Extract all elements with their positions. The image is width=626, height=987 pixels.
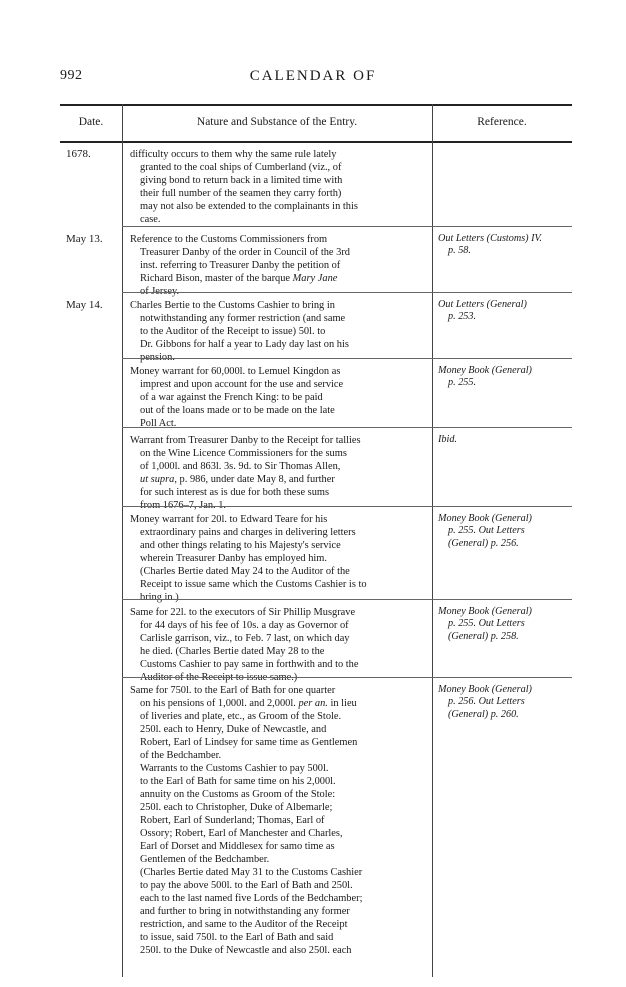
entry-line: their full number of the seamen they carry forth): [140, 188, 342, 199]
entry-line: Robert, Earl of Sunderland; Thomas, Earl of: [140, 815, 325, 826]
entry-line: Dr. Gibbons for half a year to Lady day last on his: [140, 339, 349, 350]
column-divider: [122, 104, 123, 977]
entry-text: [130, 299, 425, 364]
reference-line: Money Book (General): [438, 365, 532, 376]
reference-line: (General) p. 260.: [448, 708, 519, 720]
entry-line: Same for 750l. to the Earl of Bath for one quarter: [130, 685, 336, 696]
entry-text: [130, 233, 425, 298]
entry-line: Earl of Dorset and Middlesex for samo time as: [140, 841, 335, 852]
entry-line: Money warrant for 60,000l. to Lemuel Kingdon as: [130, 366, 341, 377]
reference-line: p. 255. Out Letters: [448, 525, 525, 537]
entry-line: Auditor of the Receipt to issue same.): [140, 672, 298, 683]
table-top-rule: [60, 104, 572, 106]
reference-line: Out Letters (General): [438, 299, 527, 310]
entry-line: case.: [140, 214, 161, 225]
entry-line: Ossory; Robert, Earl of Manchester and Charles,: [140, 828, 343, 839]
entry-line: notwithstanding any former restriction (and same: [140, 313, 346, 324]
entry-line: Customs Cashier to pay same in forthwith and to the: [140, 659, 359, 670]
page-header: [0, 68, 626, 92]
entry-line: ut supra, p. 986, under date May 8, and further: [140, 474, 335, 485]
entry-date: May 14.: [66, 299, 103, 311]
reference-line: p. 253.: [448, 311, 477, 323]
entry-line: difficulty occurs to them why the same rule lately: [130, 149, 337, 160]
reference-line: (General) p. 256.: [448, 537, 519, 549]
entry-line: restriction, and same to the Auditor of the Receipt: [140, 919, 348, 930]
page-title: CALENDAR OF: [249, 68, 377, 84]
entry-text: [130, 684, 425, 957]
column-divider: [432, 104, 433, 977]
entry-line: bring in.): [140, 592, 179, 603]
entry-line: Warrants to the Customs Cashier to pay 500l.: [140, 763, 329, 774]
entry-date: May 13.: [66, 233, 103, 245]
entry-line: of Jersey.: [140, 286, 180, 297]
page-number: 992: [60, 68, 83, 83]
entry-line: to pay the above 500l. to the Earl of Bath and 250l.: [140, 880, 353, 891]
column-header-reference: Reference.: [477, 116, 527, 128]
reference-line: p. 255.: [448, 377, 477, 389]
entry-line: Treasurer Danby of the order in Council of the 3rd: [140, 247, 350, 258]
row-separator: [122, 427, 572, 428]
entry-line: Receipt to issue same which the Customs Cashier is to: [140, 579, 367, 590]
entry-line: he died. (Charles Bertie dated May 28 to the: [140, 646, 325, 657]
entry-line: Gentlemen of the Bedchamber.: [140, 854, 270, 865]
entry-reference: [438, 606, 570, 643]
entry-line: Reference to the Customs Commissioners from: [130, 234, 328, 245]
entry-line: annuity on the Customs as Groom of the Stole:: [140, 789, 336, 800]
entry-line: granted to the coal ships of Cumberland (viz., of: [140, 162, 342, 173]
entry-line: Same for 22l. to the executors of Sir Phillip Musgrave: [130, 607, 356, 618]
entry-line: giving bond to return back in a limited time with: [140, 175, 343, 186]
entry-line: Robert, Earl of Lindsey for same time as Gentlemen: [140, 737, 358, 748]
calendar-table: [60, 104, 572, 977]
entry-reference: [438, 233, 570, 258]
entry-line: Carlisle garrison, viz., to Feb. 7 last, on which day: [140, 633, 350, 644]
entry-line: to the Auditor of the Receipt to issue) 50l. to: [140, 326, 326, 337]
entry-line: to the Earl of Bath for same time on his 2,000l.: [140, 776, 336, 787]
entry-line: Richard Bison, master of the barque Mary Jane: [140, 273, 338, 284]
entry-line: (Charles Bertie dated May 24 to the Auditor of the: [140, 566, 350, 577]
entry-line: for 44 days of his fee of 10s. a day as Governor of: [140, 620, 349, 631]
entry-date: 1678.: [66, 148, 91, 160]
reference-line: p. 58.: [448, 245, 471, 257]
entry-reference: [438, 365, 570, 390]
reference-line: p. 255. Out Letters: [448, 618, 525, 630]
entry-reference: [438, 434, 570, 446]
entry-line: extraordinary pains and charges in delivering letters: [140, 527, 356, 538]
reference-line: Money Book (General): [438, 606, 532, 617]
entry-line: on his pensions of 1,000l. and 2,000l. per an. in lieu: [140, 698, 357, 709]
entry-line: Money warrant for 20l. to Edward Teare for his: [130, 514, 328, 525]
column-header-date: Date.: [78, 116, 104, 128]
reference-line: Money Book (General): [438, 513, 532, 524]
row-separator: [122, 677, 572, 678]
entry-line: of liveries and plate, etc., as Groom of the Stole.: [140, 711, 342, 722]
entry-line: pension.: [140, 352, 175, 363]
entry-line: (Charles Bertie dated May 31 to the Customs Cashier: [140, 867, 363, 878]
entry-text: [130, 365, 425, 430]
entry-line: on the Wine Licence Commissioners for the sums: [140, 448, 347, 459]
entry-line: for such interest as is due for both these sums: [140, 487, 330, 498]
reference-line: Ibid.: [438, 434, 457, 445]
entry-text: [130, 606, 425, 684]
entry-reference: [438, 684, 570, 721]
entry-line: wherein Treasurer Danby has employed him.: [140, 553, 327, 564]
entry-reference: [438, 513, 570, 550]
reference-line: Out Letters (Customs) IV.: [438, 233, 542, 244]
row-separator: [122, 358, 572, 359]
reference-line: (General) p. 258.: [448, 630, 519, 642]
entry-line: 250l. each to Henry, Duke of Newcastle, and: [140, 724, 327, 735]
entry-line: and other things relating to his Majesty's service: [140, 540, 341, 551]
entry-line: may not also be extended to the complainants in this: [140, 201, 358, 212]
header-bottom-rule: [60, 141, 572, 143]
entry-line: Warrant from Treasurer Danby to the Receipt for tallies: [130, 435, 361, 446]
row-separator: [122, 506, 572, 507]
row-separator: [122, 599, 572, 600]
entry-line: of the Bedchamber.: [140, 750, 222, 761]
entry-text: [130, 148, 425, 226]
entry-text: [130, 513, 425, 604]
entry-line: imprest and upon account for the use and service: [140, 379, 344, 390]
entry-line: and further to bring in notwithstanding any former: [140, 906, 350, 917]
entry-line: of 1,000l. and 863l. 3s. 9d. to Sir Thomas Allen,: [140, 461, 341, 472]
entry-text: [130, 434, 425, 512]
entry-line: 250l. each to Christopher, Duke of Albemarle;: [140, 802, 333, 813]
row-separator: [122, 292, 572, 293]
entry-line: of a war against the French King: to be paid: [140, 392, 323, 403]
entry-line: 250l. to the Duke of Newcastle and also 250l. each: [140, 945, 352, 956]
column-header-entry: Nature and Substance of the Entry.: [196, 116, 358, 128]
entry-line: each to the last named five Lords of the Bedchamber;: [140, 893, 363, 904]
entry-line: Charles Bertie to the Customs Cashier to bring in: [130, 300, 335, 311]
reference-line: Money Book (General): [438, 684, 532, 695]
entry-line: out of the loans made or to be made on the late: [140, 405, 335, 416]
entry-reference: [438, 299, 570, 324]
row-separator: [122, 226, 572, 227]
entry-line: to issue, said 750l. to the Earl of Bath and said: [140, 932, 334, 943]
entry-line: inst. referring to Treasurer Danby the petition of: [140, 260, 341, 271]
entry-line: Poll Act.: [140, 418, 177, 429]
reference-line: p. 256. Out Letters: [448, 696, 525, 708]
entry-line: from 1676–7, Jan. 1.: [140, 500, 227, 511]
